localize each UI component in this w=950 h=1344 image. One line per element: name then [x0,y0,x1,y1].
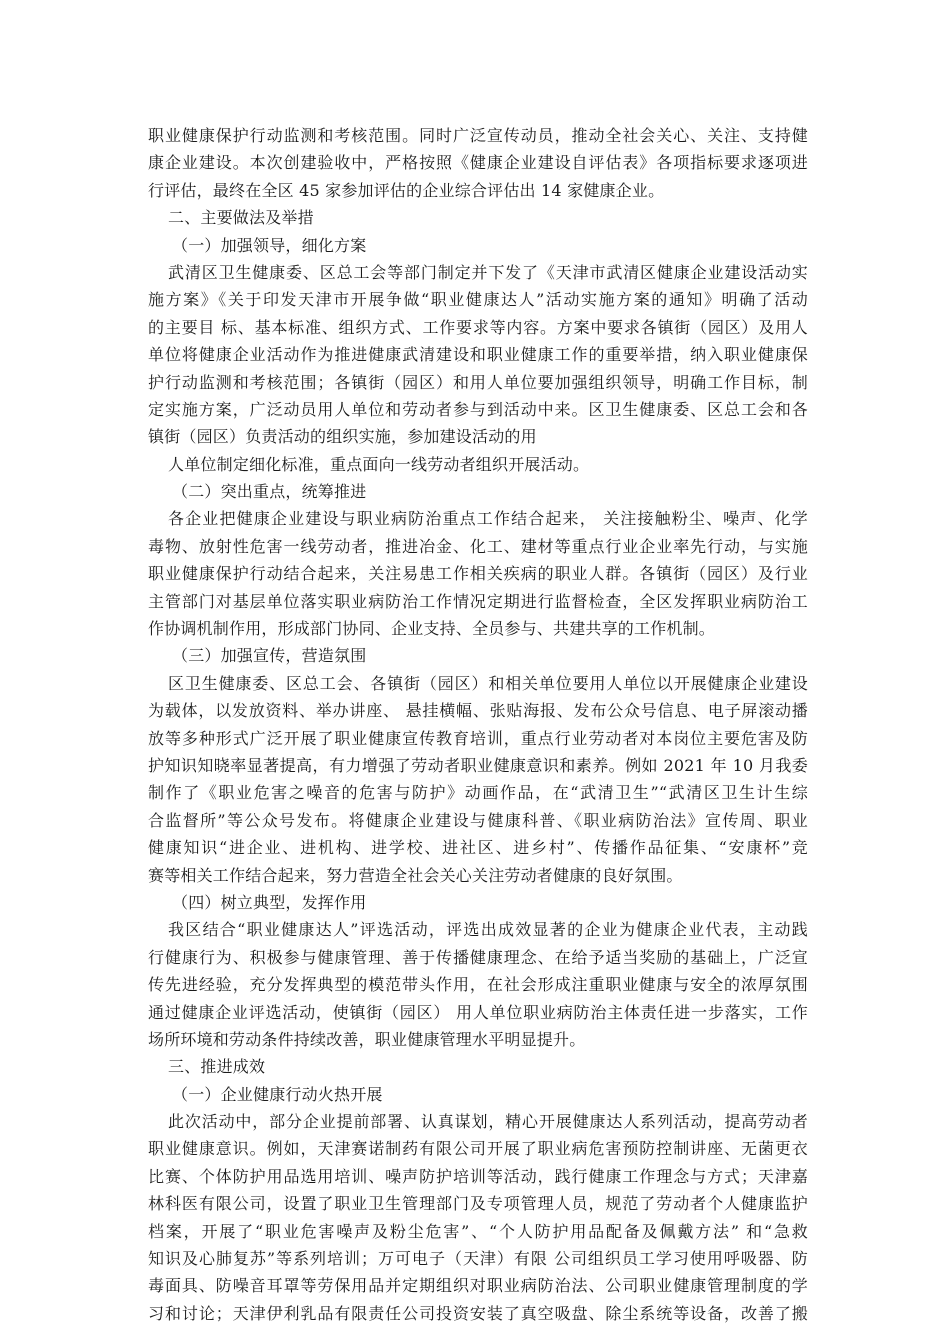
text-line: 作协调机制作用，形成部门协同、企业支持、全员参与、共建共享的工作机制。 [148,619,716,639]
text-line: 各企业把健康企业建设与职业病防治重点工作结合起来， 关注接触粉尘、噪声、化学 [168,509,808,529]
text-line: 赛等相关工作结合起来，努力营造全社会关心关注劳动者健康的良好氛围。 [148,865,683,885]
text-line: 行健康行为、积极参与健康管理、善于传播健康理念、在给予适当奖励的基础上，广泛宣 [148,947,808,967]
text-line: （一）加强领导，细化方案 [172,235,367,255]
text-line: 的主要目 标、基本标准、组织方式、工作要求等内容。方案中要求各镇街（园区）及用人 [148,317,808,337]
text-line: 区卫生健康委、区总工会、各镇街（园区）和相关单位要用人单位以开展健康企业建设 [168,673,808,693]
text-line: 健康知识“进企业、进机构、进学校、进社区、进乡村”、传播作品征集、“安康杯”竞 [148,838,808,858]
text-line: 职业健康保护行动结合起来，关注易患工作相关疾病的职业人群。各镇街（园区）及行业 [148,564,808,584]
text-line: 放等多种形式广泛开展了职业健康宣传教育培训，重点行业劳动者对本岗位主要危害及防 [148,728,808,748]
text-line: 护行动监测和考核范围；各镇街（园区）和用人单位要加强组织领导，明确工作目标，制 [148,372,808,392]
text-line: 主管部门对基层单位落实职业病防治工作情况定期进行监督检查，全区发挥职业病防治工 [148,591,808,611]
text-line: 毒物、放射性危害一线劳动者，推进冶金、化工、建材等重点行业企业率先行动，与实施 [148,536,808,556]
text-line: 场所环境和劳动条件持续改善，职业健康管理水平明显提升。 [148,1029,586,1049]
text-line: 二、主要做法及举措 [168,208,314,228]
text-line: 为载体，以发放资料、举办讲座、 悬挂横幅、张贴海报、发布公众号信息、电子屏滚动播 [148,701,808,721]
text-line: 合监督所”等公众号发布。将健康企业建设与健康科普、《职业病防治法》宣传周、职业 [148,810,808,830]
text-line: 镇街（园区）负责活动的组织实施，参加建设活动的用 [148,427,537,447]
text-line: 职业健康保护行动监测和考核范围。同时广泛宣传动员，推动全社会关心、关注、支持健 [148,126,808,145]
text-line: 武清区卫生健康委、区总工会等部门制定并下发了《天津市武清区健康企业建设活动实 [168,262,808,282]
text-line: （四）树立典型，发挥作用 [172,892,367,912]
text-line: 传先进经验，充分发挥典型的模范带头作用，在社会形成注重职业健康与安全的浓厚氛围 [148,975,808,995]
text-line: 知识及心肺复苏”等系列培训；万可电子（天津）有限 公司组织员工学习使用呼吸器、防 [148,1249,808,1269]
text-line: 此次活动中，部分企业提前部署、认真谋划，精心开展健康达人系列活动，提高劳动者 [168,1112,808,1132]
document-body [148,122,808,1327]
text-line: 施方案》《关于印发天津市开展争做“职业健康达人”活动实施方案的通知》明确了活动 [148,290,808,310]
text-line: （三）加强宣传，营造氛围 [172,646,367,666]
text-line: （一）企业健康行动火热开展 [172,1084,383,1104]
text-line: 档案，开展了“职业危害噪声及粉尘危害”、“个人防护用品配备及佩戴方法” 和“急救 [148,1221,808,1241]
text-line: 比赛、个体防护用品选用培训、噪声防护培训等活动，践行健康工作理念与方式；天津嘉 [148,1166,808,1186]
text-line: 康企业建设。本次创建验收中，严格按照《健康企业建设自评估表》各项指标要求逐项进 [148,153,808,173]
text-line: 通过健康企业评选活动，使镇街（园区） 用人单位职业病防治主体责任进一步落实，工作 [148,1002,808,1022]
text-line: 习和讨论；天津伊利乳品有限责任公司投资安装了真空吸盘、除尘系统等设备，改善了搬 [148,1303,808,1323]
text-line: 护知识知晓率显著提高，有力增强了劳动者职业健康意识和素养。例如 2021 年 10 月我委 [148,755,808,775]
text-line: 职业健康意识。例如，天津赛诺制药有限公司开展了职业病危害预防控制讲座、无菌更衣 [148,1139,808,1159]
text-line: 行评估，最终在全区 45 家参加评估的企业综合评估出 14 家健康企业。 [148,180,665,200]
text-line: （二）突出重点，统筹推进 [172,482,367,502]
text-line: 制作了《职业危害之噪音的危害与防护》动画作品，在“武清卫生”“武清区卫生计生综 [148,783,808,803]
text-line: 毒面具、防噪音耳罩等劳保用品并定期组织对职业病防治法、公司职业健康管理制度的学 [148,1276,808,1296]
text-line: 三、推进成效 [168,1057,266,1077]
text-line: 单位将健康企业活动作为推进健康武清建设和职业健康工作的重要举措，纳入职业健康保 [148,345,808,365]
text-line: 林科医有限公司，设置了职业卫生管理部门及专项管理人员，规范了劳动者个人健康监护 [148,1194,808,1214]
text-line: 定实施方案，广泛动员用人单位和劳动者参与到活动中来。区卫生健康委、区总工会和各 [148,399,808,419]
text-line: 人单位制定细化标准，重点面向一线劳动者组织开展活动。 [168,454,590,474]
text-line: 我区结合“职业健康达人”评选活动，评选出成效显著的企业为健康企业代表，主动践 [168,920,808,940]
